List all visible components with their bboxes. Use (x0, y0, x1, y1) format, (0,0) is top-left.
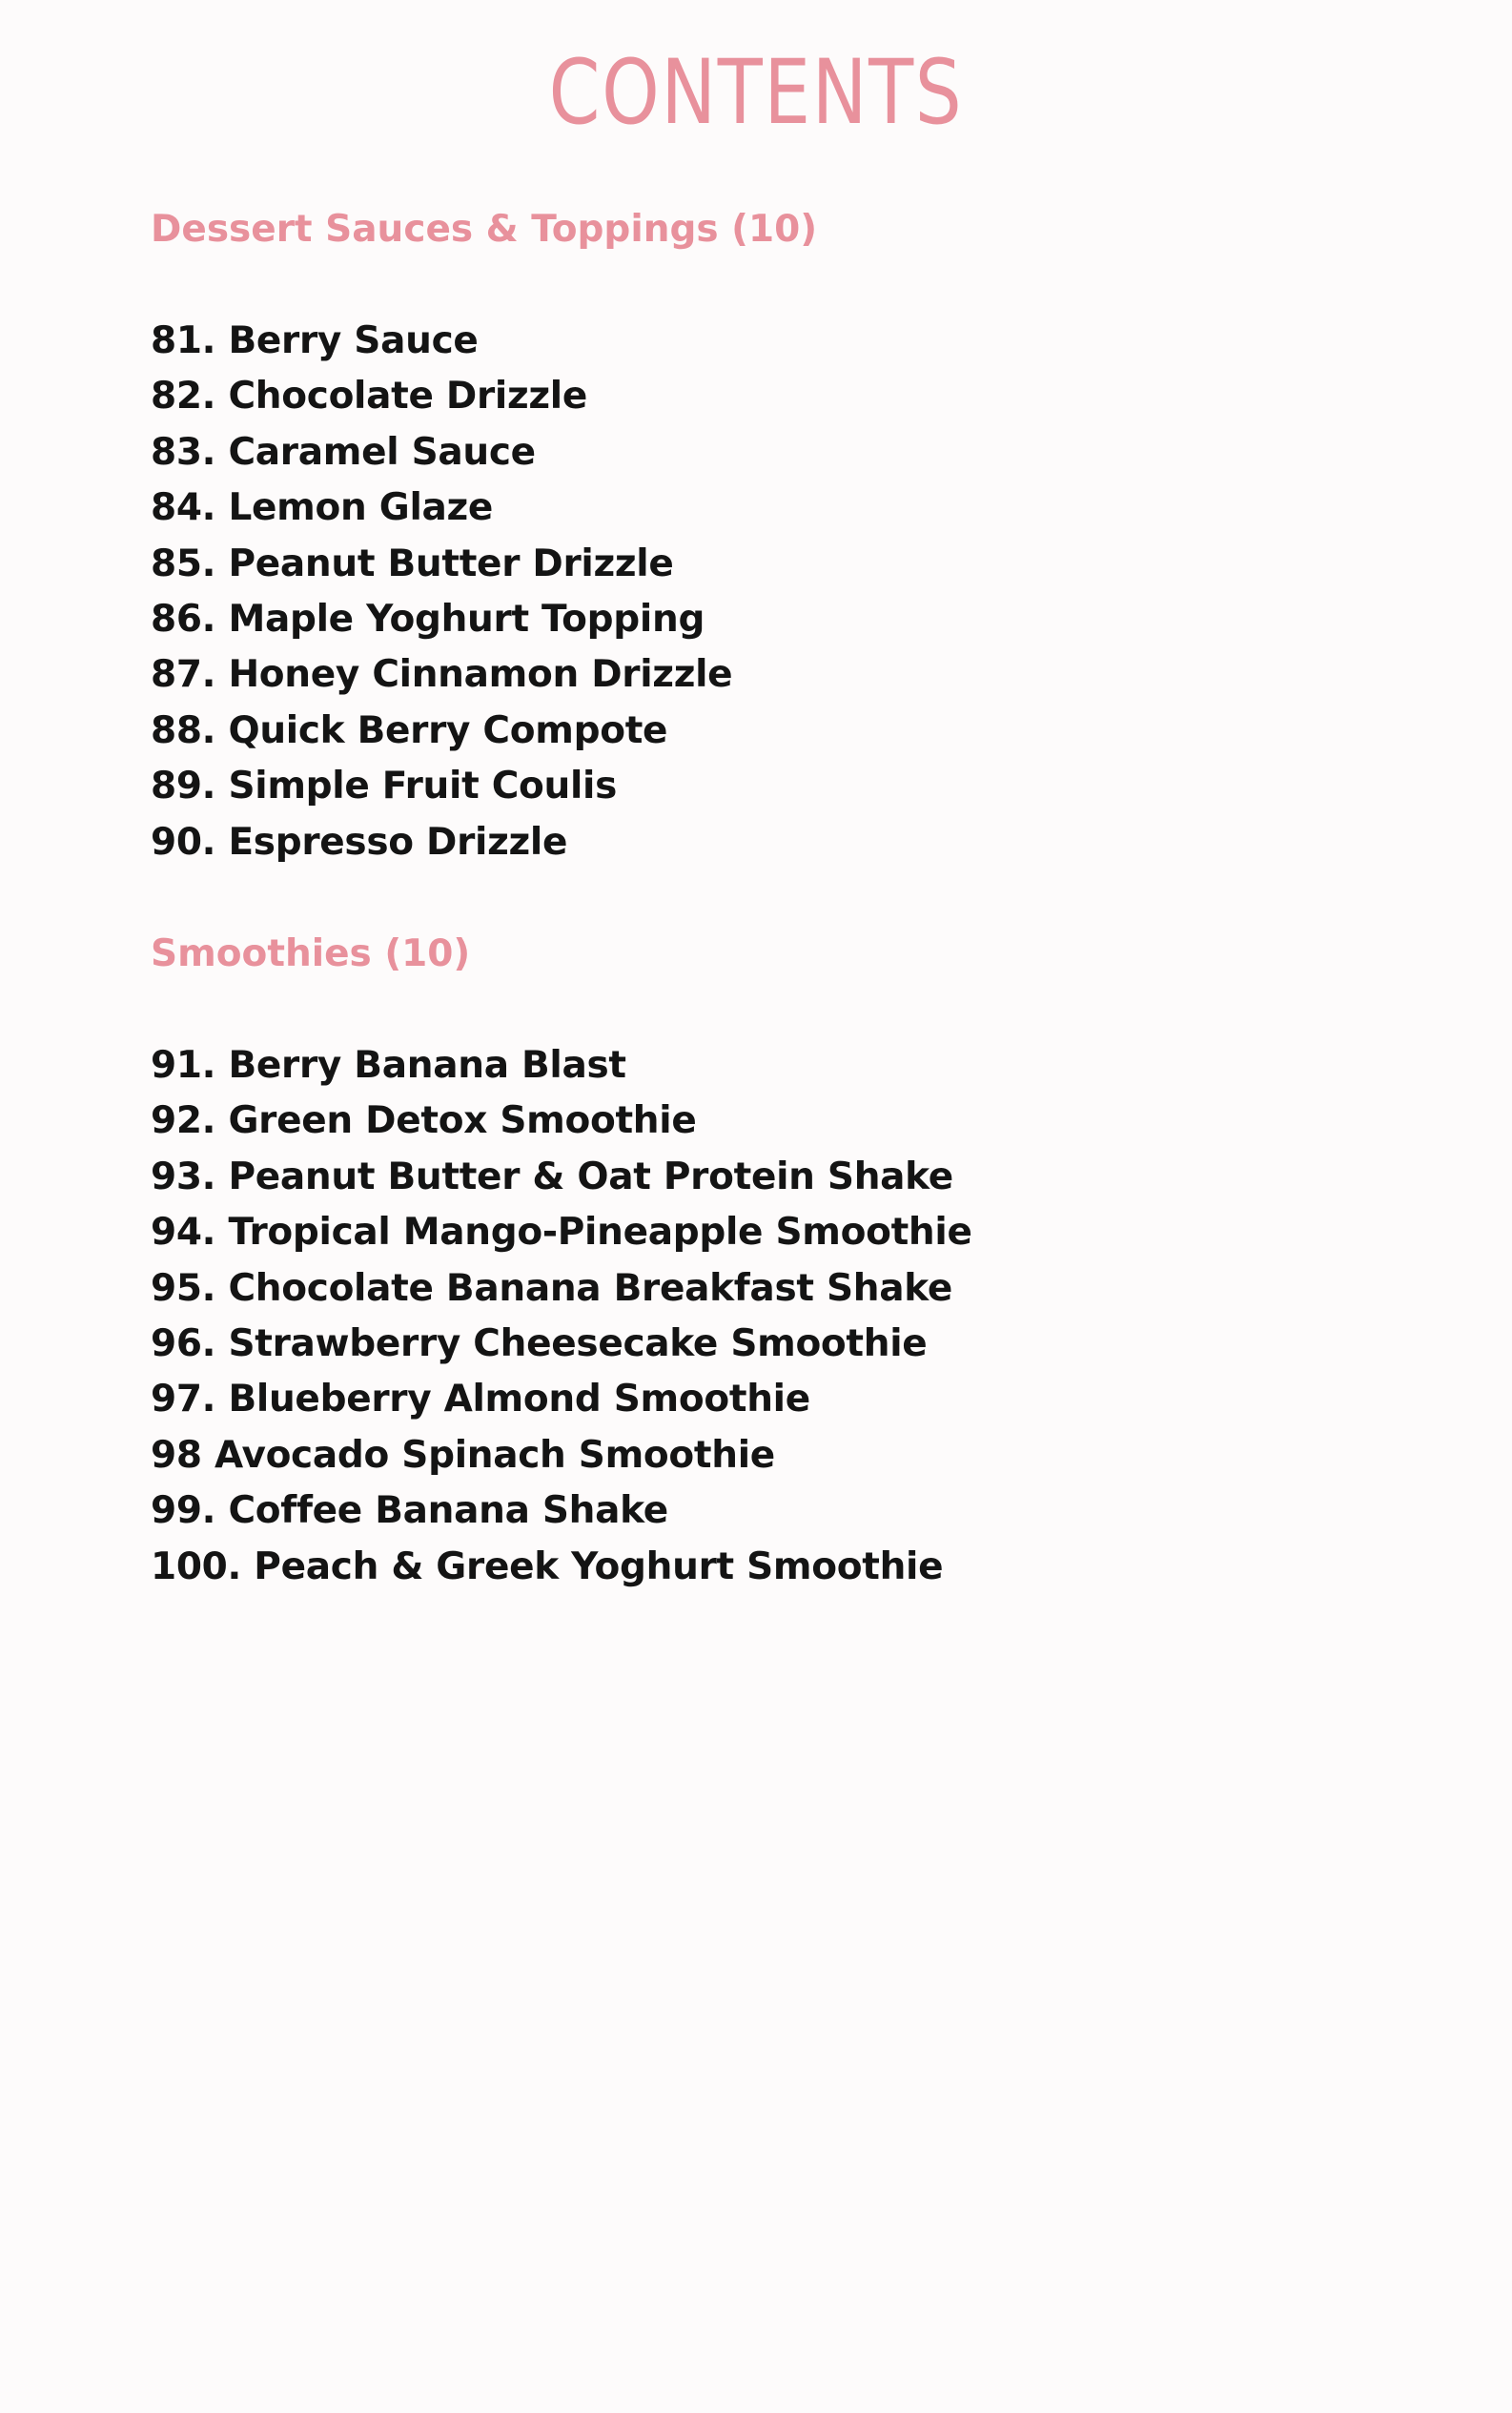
recipe-entry: 97. Blueberry Almond Smoothie (151, 1378, 810, 1421)
section-dessert-sauces (151, 202, 817, 870)
recipe-entry: 93. Peanut Butter & Oat Protein Shake (151, 1155, 953, 1198)
page-title: CONTENTS (548, 41, 964, 145)
recipe-entry: 92. Green Detox Smoothie (151, 1099, 697, 1143)
recipe-entry: 85. Peanut Butter Drizzle (151, 542, 674, 585)
section-smoothies (151, 927, 972, 1595)
recipe-entry: 81. Berry Sauce (151, 319, 479, 362)
recipe-entry: 83. Caramel Sauce (151, 430, 536, 474)
recipe-entry: 95. Chocolate Banana Breakfast Shake (151, 1266, 952, 1310)
recipe-entry: 86. Maple Yoghurt Topping (151, 597, 705, 641)
recipe-entry: 89. Simple Fruit Coulis (151, 765, 618, 808)
recipe-entry: 82. Chocolate Drizzle (151, 375, 588, 419)
recipe-entry: 99. Coffee Banana Shake (151, 1489, 668, 1533)
recipe-entry: 91. Berry Banana Blast (151, 1044, 626, 1087)
recipe-entry: 94. Tropical Mango-Pineapple Smoothie (151, 1211, 972, 1255)
recipe-entry: 84. Lemon Glaze (151, 486, 494, 530)
section-heading: Dessert Sauces & Toppings (10) (151, 208, 818, 251)
recipe-entry: 98 Avocado Spinach Smoothie (151, 1433, 775, 1477)
recipe-entry: 87. Honey Cinnamon Drizzle (151, 653, 733, 697)
section-heading: Smoothies (10) (151, 932, 471, 975)
recipe-entry: 88. Quick Berry Compote (151, 708, 668, 752)
recipe-entry: 100. Peach & Greek Yoghurt Smoothie (151, 1544, 944, 1588)
recipe-entry: 96. Strawberry Cheesecake Smoothie (151, 1321, 928, 1365)
recipe-list (151, 314, 817, 870)
recipe-entry: 90. Espresso Drizzle (151, 820, 568, 864)
recipe-list (151, 1038, 972, 1595)
